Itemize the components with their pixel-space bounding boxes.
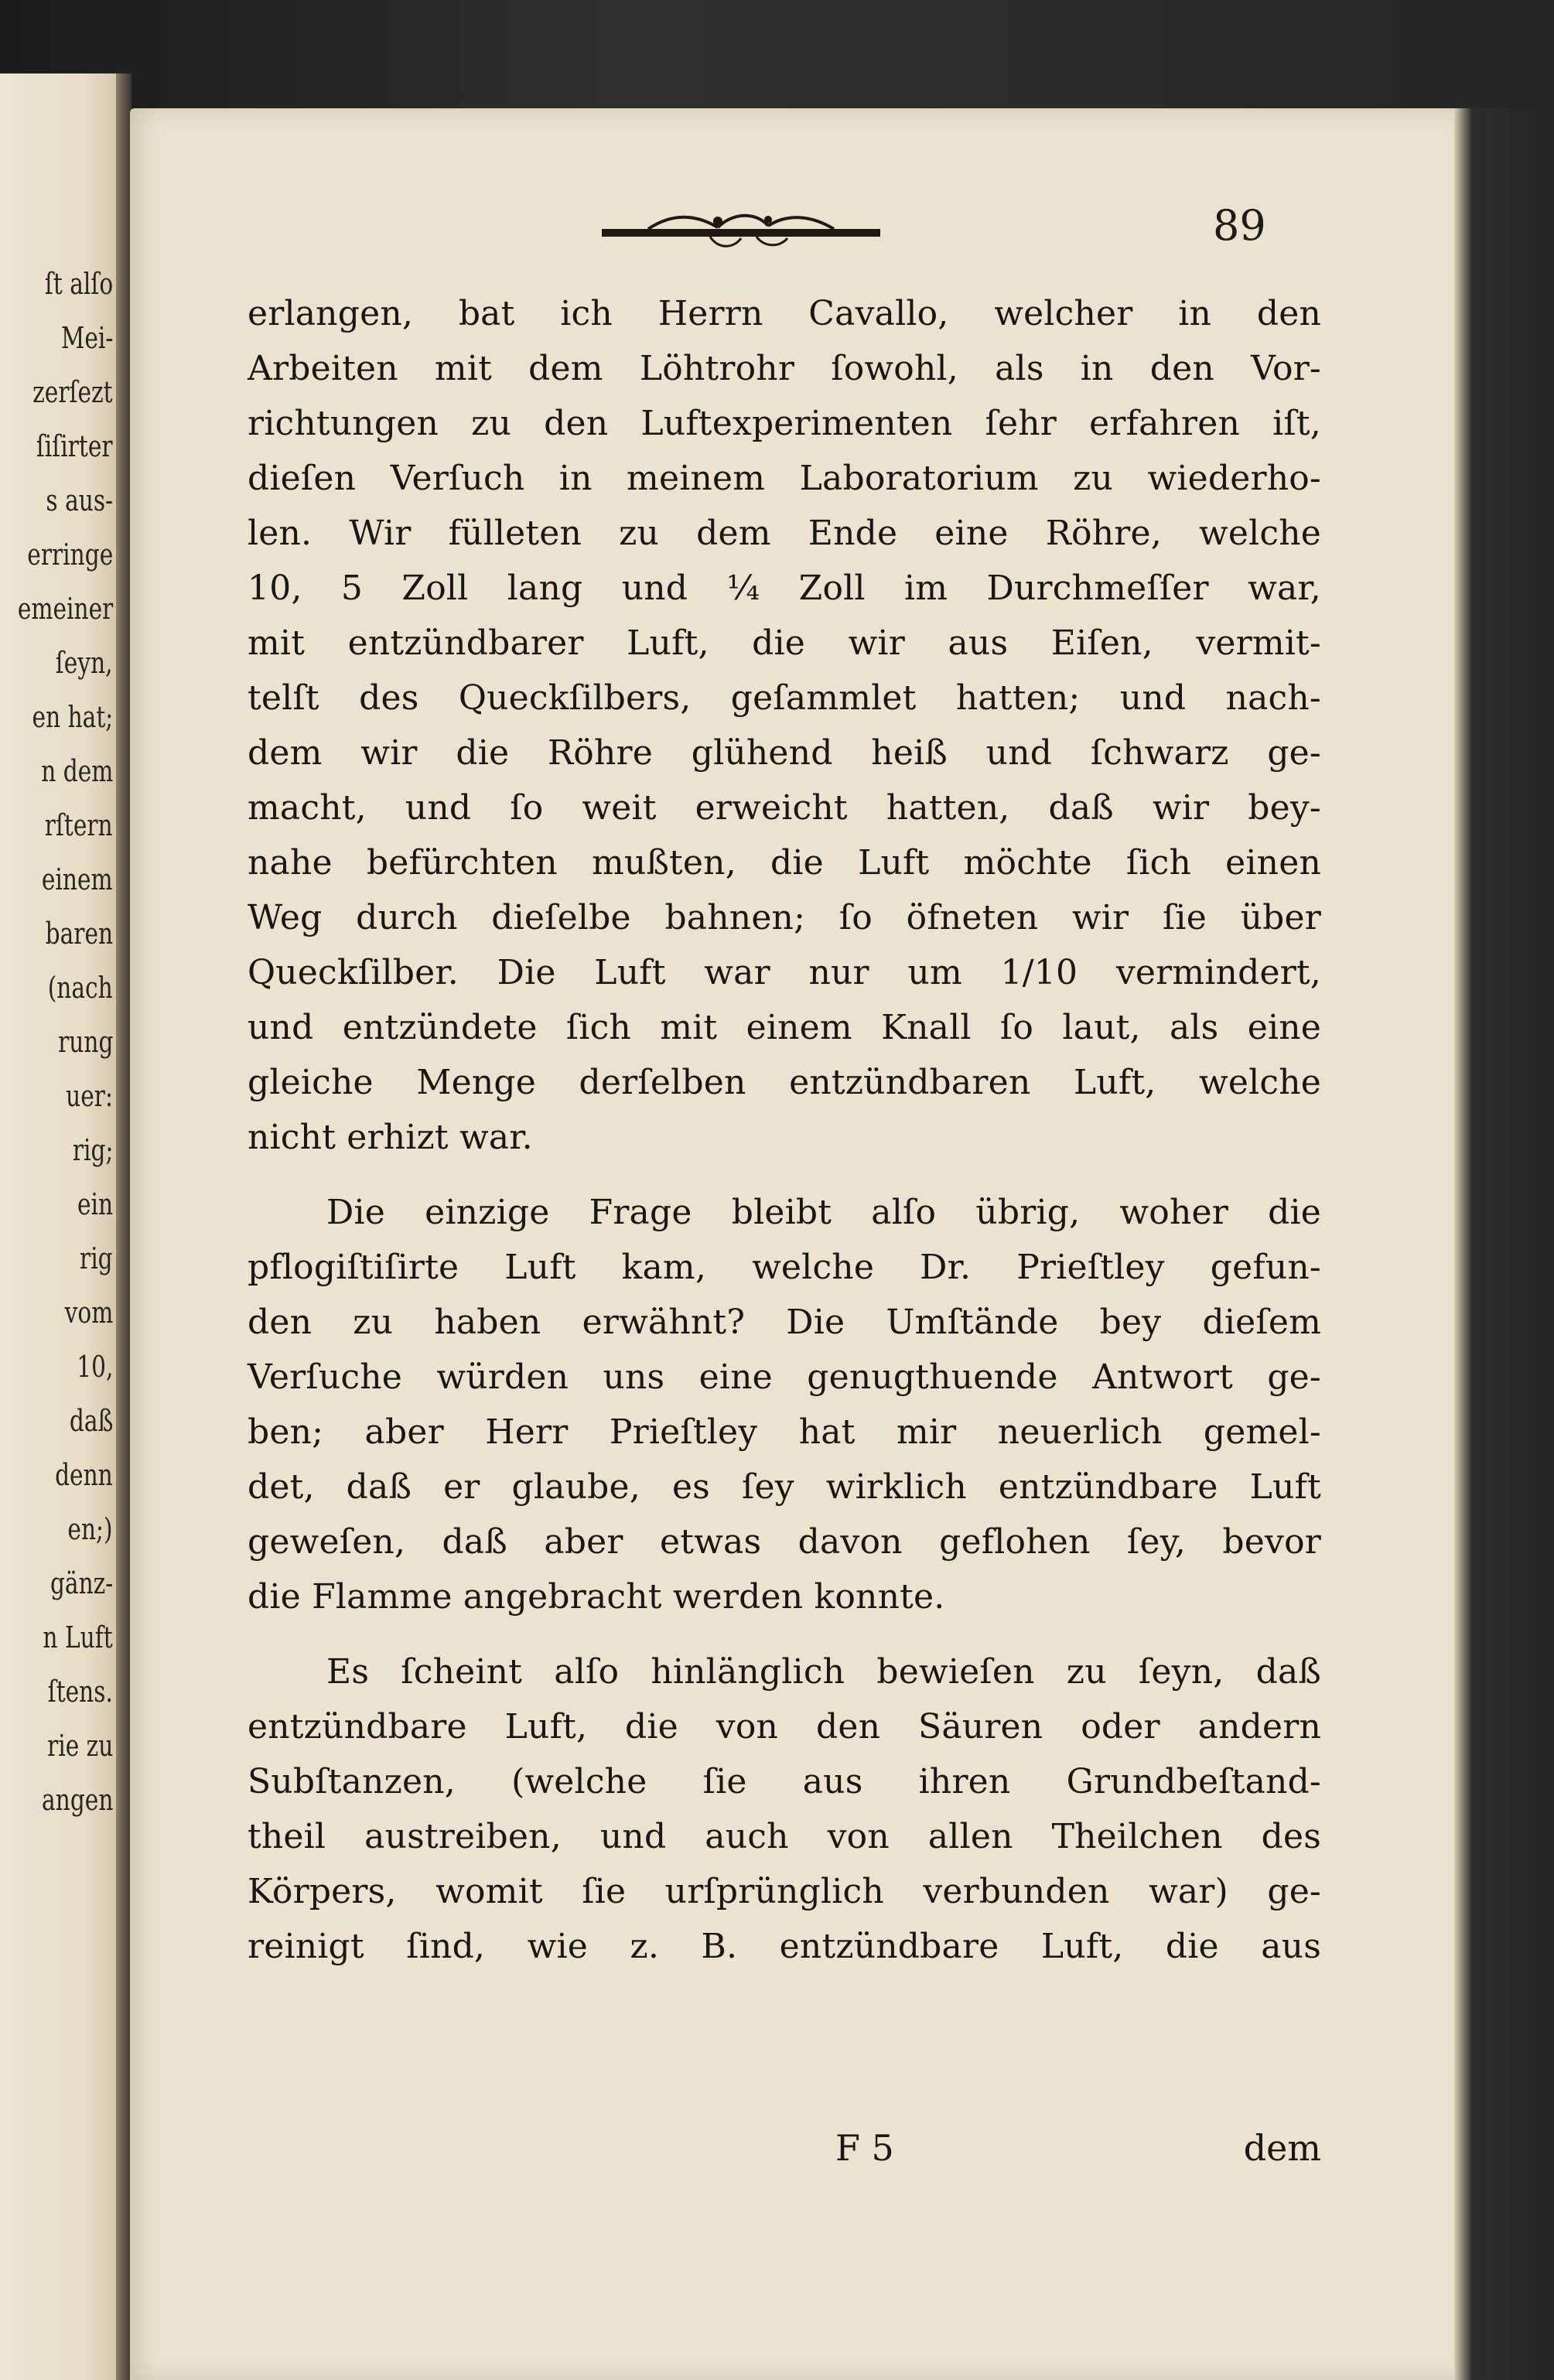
left-page-fragment: denn <box>55 1458 113 1492</box>
text-line: Verſuche würden uns eine genugthuende Antwort ge- <box>248 1357 1321 1397</box>
left-page-fragment: gänz- <box>50 1566 113 1600</box>
text-line: gleiche Menge derſelben entzündbaren Luft, welche <box>248 1063 1321 1102</box>
book-page <box>130 108 1460 2380</box>
text-line: dem wir die Röhre glühend heiß und ſchwarz ge- <box>248 733 1321 773</box>
paragraph <box>248 1185 1321 1624</box>
text-line: Die einzige Frage bleibt alſo übrig, woher die <box>326 1193 1321 1232</box>
text-line: nicht erhizt war. <box>248 1118 533 1157</box>
left-page-fragment: s aus- <box>46 483 113 517</box>
left-page-fragment: baren <box>45 917 113 951</box>
paragraph-gap <box>248 1165 1321 1185</box>
left-page-fragment: ſeyn, <box>56 646 113 680</box>
text-line: dieſen Verſuch in meinem Laboratorium zu wiederho- <box>248 459 1321 498</box>
left-page-fragment: (nach <box>47 971 113 1005</box>
left-page-fragment: ſtens. <box>47 1675 113 1709</box>
left-page-fragment: einem <box>42 862 113 896</box>
signature-mark: F 5 <box>835 2127 894 2169</box>
left-page-fragment: angen <box>41 1783 113 1817</box>
text-line: geweſen, daß aber etwas davon geflohen ſey, bevor <box>248 1522 1321 1562</box>
left-page-fragment: en;) <box>67 1512 113 1546</box>
text-line: Subſtanzen, (welche ſie aus ihren Grundbeſtand- <box>248 1762 1321 1801</box>
text-line: Körpers, womit ſie urſprünglich verbunden war) ge- <box>248 1872 1321 1911</box>
left-page-fragment: 10, <box>76 1350 113 1384</box>
left-page-fragment: erringe <box>27 538 113 572</box>
left-page-fragment: rung <box>57 1025 113 1059</box>
page-footer <box>248 2127 1321 2189</box>
text-line: telſt des Queckſilbers, geſammlet hatten; und nach- <box>248 678 1321 718</box>
left-page-fragment: uer: <box>66 1079 113 1113</box>
text-line: entzündbare Luft, die von den Säuren oder andern <box>248 1707 1321 1747</box>
catchword: dem <box>1243 2127 1321 2169</box>
text-line: pflogiſtiſirte Luft kam, welche Dr. Prieſtley gefun- <box>248 1248 1321 1287</box>
paragraph <box>248 1644 1321 1974</box>
text-line: theil austreiben, und auch von allen Theilchen des <box>248 1817 1321 1856</box>
text-line: 10, 5 Zoll lang und ¼ Zoll im Durchmeſſer war, <box>248 569 1321 608</box>
left-page-fragment: en hat; <box>32 700 113 734</box>
text-line: erlangen, bat ich Herrn Cavallo, welcher in den <box>248 294 1321 333</box>
text-line: Es ſcheint alſo hinlänglich bewieſen zu ſeyn, daß <box>326 1652 1321 1692</box>
page-shadow-edge <box>1454 108 1554 2380</box>
text-line: macht, und ſo weit erweicht hatten, daß wir bey- <box>248 788 1321 828</box>
text-line: ben; aber Herr Prieſtley hat mir neuerlich gemel- <box>248 1412 1321 1452</box>
left-page-fragment: emeiner <box>17 592 113 626</box>
text-line: reinigt ſind, wie z. B. entzündbare Luft, die aus <box>248 1927 1321 1966</box>
left-page-fragment: rie zu <box>46 1729 113 1763</box>
text-line: det, daß er glaube, es ſey wirklich entzündbare Luft <box>248 1467 1321 1507</box>
left-page-fragment: rſtern <box>45 808 113 842</box>
left-page-fragment: n dem <box>40 754 113 788</box>
text-line: Weg durch dieſelbe bahnen; ſo öfneten wir ſie über <box>248 898 1321 937</box>
text-line: Arbeiten mit dem Löhtrohr ſowohl, als in den Vor- <box>248 349 1321 388</box>
left-page-fragment: rig <box>80 1241 113 1275</box>
page-number: 89 <box>1213 201 1266 250</box>
left-page-fragment: ſt alſo <box>44 267 113 301</box>
text-line: len. Wir fülleten zu dem Ende eine Röhre, welche <box>248 514 1321 553</box>
left-page-fragment: vom <box>64 1296 113 1330</box>
paragraph-gap <box>248 1624 1321 1644</box>
left-page-fragment: daß <box>69 1404 113 1438</box>
text-line: richtungen zu den Luftexperimenten ſehr erfahren iſt, <box>248 404 1321 443</box>
paragraph <box>248 286 1321 1165</box>
left-page-fragment: Mei- <box>60 321 113 355</box>
text-line: und entzündete ſich mit einem Knall ſo laut, als eine <box>248 1008 1321 1047</box>
text-line: nahe befürchten mußten, die Luft möchte ſich einen <box>248 843 1321 883</box>
left-page-fragment: rig; <box>72 1133 113 1167</box>
left-page-fragment: zerſezt <box>32 375 113 409</box>
left-page-fragment: ein <box>77 1187 113 1221</box>
body-text <box>248 286 1321 1974</box>
text-line: mit entzündbarer Luft, die wir aus Eiſen, vermit- <box>248 623 1321 663</box>
left-page-fragment: ſiſirter <box>36 429 113 463</box>
book-gutter <box>116 73 131 2380</box>
text-line: die Flamme angebracht werden konnte. <box>248 1577 945 1617</box>
text-line: den zu haben erwähnt? Die Umſtände bey dieſem <box>248 1303 1321 1342</box>
left-page-edge <box>0 73 124 2380</box>
left-page-fragment: n Luft <box>43 1620 113 1654</box>
text-line: Queckſilber. Die Luft war nur um 1/10 vermindert, <box>248 953 1321 992</box>
ornament-icon <box>602 209 880 255</box>
